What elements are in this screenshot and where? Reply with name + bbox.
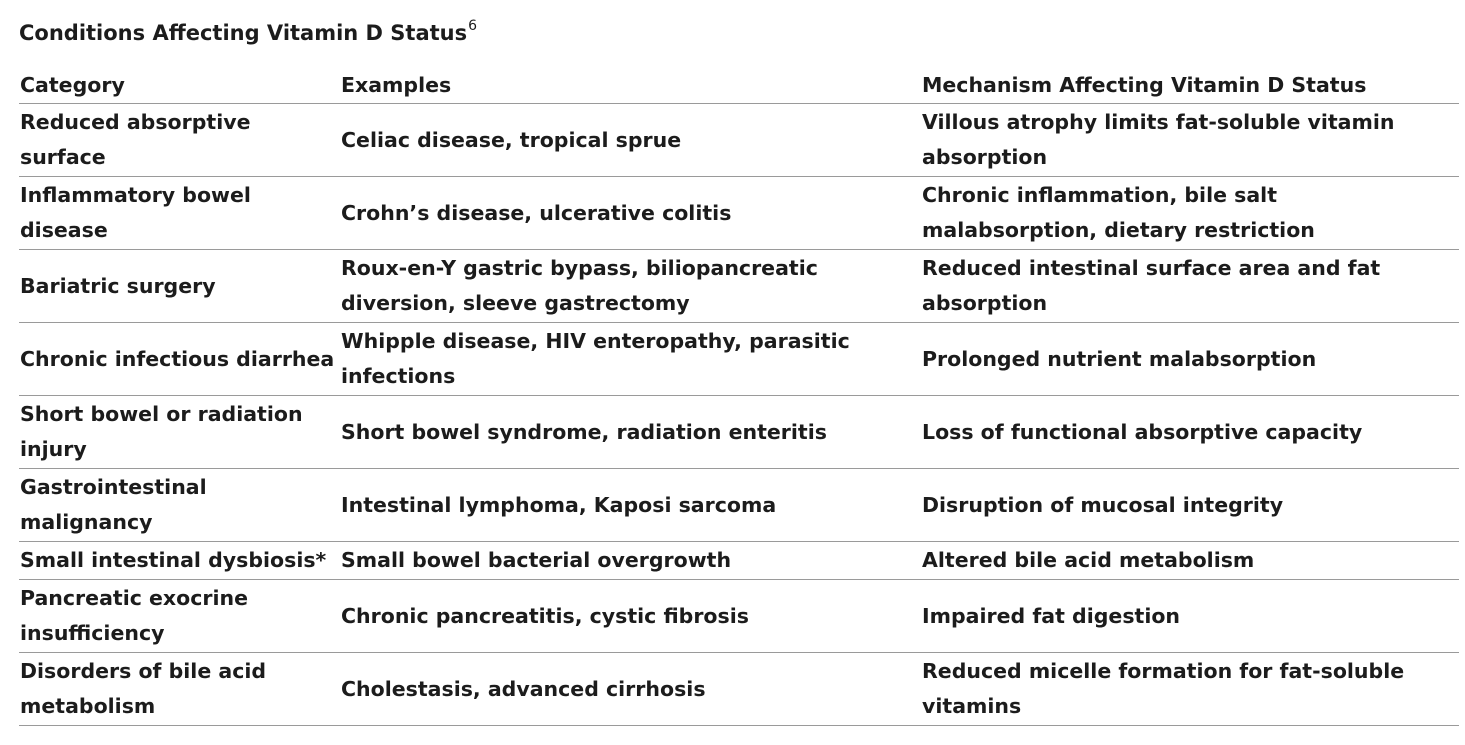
title-reference-superscript: 6 [468, 18, 478, 34]
mechanism-cell: Altered bile acid metabolism [921, 542, 1459, 580]
category-cell: Bariatric surgery [19, 250, 340, 323]
category-cell: Small intestinal dysbiosis* [19, 542, 340, 580]
table-row [19, 250, 1459, 323]
table-row [19, 323, 1459, 396]
category-cell: Short bowel or radiation injury [19, 396, 340, 469]
table-title-text: Conditions Affecting Vitamin D Status [19, 21, 468, 45]
mechanism-cell: Loss of functional absorptive capacity [921, 396, 1459, 469]
mechanism-cell: Reduced micelle formation for fat-soluble vitamins [921, 653, 1459, 726]
examples-cell: Roux-en-Y gastric bypass, biliopancreatic diversion, sleeve gastrectomy [340, 250, 921, 323]
examples-cell: Celiac disease, tropical sprue [340, 104, 921, 177]
examples-cell: Cholestasis, advanced cirrhosis [340, 653, 921, 726]
mechanism-cell: Impaired fat digestion [921, 580, 1459, 653]
table-row [19, 653, 1459, 726]
mechanism-cell: Reduced intestinal surface area and fat absorption [921, 250, 1459, 323]
table-row [19, 177, 1459, 250]
column-header-examples: Examples [340, 66, 921, 104]
examples-cell: Intestinal lymphoma, Kaposi sarcoma [340, 469, 921, 542]
mechanism-cell: Disruption of mucosal integrity [921, 469, 1459, 542]
mechanism-cell: Chronic inflammation, bile salt malabsorption, dietary restriction [921, 177, 1459, 250]
table-title [19, 13, 477, 48]
table-row [19, 396, 1459, 469]
mechanism-cell: Villous atrophy limits fat-soluble vitamin absorption [921, 104, 1459, 177]
examples-cell: Whipple disease, HIV enteropathy, parasitic infections [340, 323, 921, 396]
category-cell: Inflammatory bowel disease [19, 177, 340, 250]
examples-cell: Crohn’s disease, ulcerative colitis [340, 177, 921, 250]
examples-cell: Small bowel bacterial overgrowth [340, 542, 921, 580]
table-row [19, 580, 1459, 653]
examples-cell: Chronic pancreatitis, cystic fibrosis [340, 580, 921, 653]
table-row [19, 104, 1459, 177]
category-cell: Gastrointestinal malignancy [19, 469, 340, 542]
table-row [19, 469, 1459, 542]
examples-cell: Short bowel syndrome, radiation enteritis [340, 396, 921, 469]
table-row [19, 542, 1459, 580]
column-header-category: Category [19, 66, 340, 104]
category-cell: Chronic infectious diarrhea [19, 323, 340, 396]
category-cell: Disorders of bile acid metabolism [19, 653, 340, 726]
mechanism-cell: Prolonged nutrient malabsorption [921, 323, 1459, 396]
table-header-row [19, 66, 1459, 104]
category-cell: Reduced absorptive surface [19, 104, 340, 177]
category-cell: Pancreatic exocrine insufficiency [19, 580, 340, 653]
column-header-mechanism: Mechanism Affecting Vitamin D Status [921, 66, 1459, 104]
conditions-table [19, 66, 1459, 726]
